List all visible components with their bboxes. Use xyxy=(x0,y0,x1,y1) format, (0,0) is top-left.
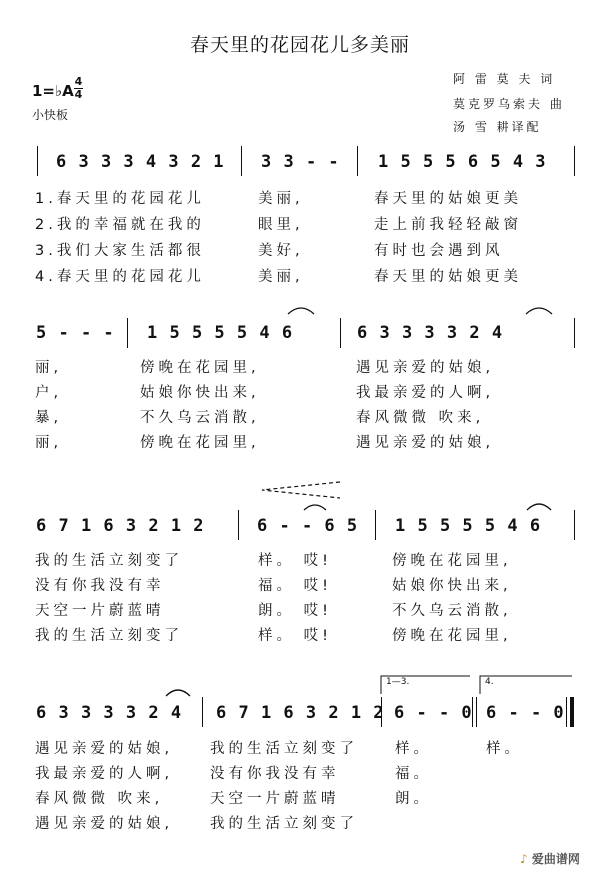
slur xyxy=(288,308,314,314)
lyric-line: 不久乌云消散, xyxy=(140,410,260,426)
measure-notes: 1 5 5 5 6 5 4 3 xyxy=(378,152,547,172)
repeat-barline xyxy=(476,697,477,727)
lyric-line: 傍晚在花园里, xyxy=(392,628,512,644)
final-barline-thin xyxy=(566,697,567,727)
measure-notes: 6 - - 6 5 xyxy=(257,516,359,536)
lyric-line: 丽, xyxy=(35,435,63,451)
lyric-line: 我的生活立刻变了 xyxy=(35,553,183,569)
lyric-line: 暴, xyxy=(35,410,63,426)
measure-notes: 1 5 5 5 5 4 6 xyxy=(395,516,542,536)
barline xyxy=(357,146,358,176)
slur xyxy=(526,308,552,314)
measure-notes: 6 7 1 6 3 2 1 2 xyxy=(216,703,385,723)
lyric-line: 福。 哎! xyxy=(258,578,332,594)
watermark-text: 爱曲谱网 xyxy=(531,852,580,866)
lyric-line: 我的生活立刻变了 xyxy=(210,816,358,832)
measure-notes: 3 3 - - xyxy=(261,152,340,172)
lyric-line: 我最亲爱的人啊, xyxy=(35,766,174,782)
measure-notes: 6 3 3 3 3 2 4 xyxy=(357,323,504,343)
lyric-line: 眼里, xyxy=(258,217,304,233)
barline xyxy=(238,510,239,540)
lyric-line: 2.我的幸福就在我的 xyxy=(35,217,205,233)
lyric-line: 样。 哎! xyxy=(258,553,332,569)
translator-credit: 汤 雪 耕译配 xyxy=(453,120,542,134)
lyric-line: 姑娘你快出来, xyxy=(140,385,260,401)
watermark-logo xyxy=(520,850,580,867)
lyric-line: 1.春天里的花园花儿 xyxy=(35,191,205,207)
measure-notes: 1 5 5 5 5 4 6 xyxy=(147,323,294,343)
barline xyxy=(202,697,203,727)
key-signature: 1=♭A xyxy=(32,82,74,100)
time-signature-top: 4 xyxy=(74,75,83,88)
decrescendo-hairpin xyxy=(262,482,340,498)
lyric-line: 春风微微 吹来, xyxy=(356,410,485,426)
lyric-line: 我的生活立刻变了 xyxy=(35,628,183,644)
lyric-line: 姑娘你快出来, xyxy=(392,578,512,594)
lyric-line: 丽, xyxy=(35,360,63,376)
measure-notes: 6 3 3 3 4 3 2 1 xyxy=(56,152,225,172)
lyric-line: 美好, xyxy=(258,243,304,259)
barline xyxy=(375,510,376,540)
slur xyxy=(304,505,326,510)
lyric-line: 不久乌云消散, xyxy=(392,603,512,619)
lyric-line: 福。 xyxy=(395,766,432,782)
volta-bracket-2 xyxy=(480,676,572,694)
measure-notes: 6 7 1 6 3 2 1 2 xyxy=(36,516,205,536)
lyric-line: 我的生活立刻变了 xyxy=(210,741,358,757)
slur xyxy=(166,690,190,696)
barline xyxy=(37,146,38,176)
measure-notes: 6 3 3 3 3 2 4 xyxy=(36,703,183,723)
slur-marks xyxy=(0,298,600,322)
lyric-line: 朗。 哎! xyxy=(258,603,332,619)
lyric-line: 走上前我轻轻敲窗 xyxy=(374,217,522,233)
lyric-line: 我最亲爱的人啊, xyxy=(356,385,495,401)
lyric-line: 遇见亲爱的姑娘, xyxy=(356,435,495,451)
composer-credit: 莫克罗乌索夫 曲 xyxy=(453,97,565,111)
slur xyxy=(527,504,551,510)
lyric-line: 4.春天里的花园花儿 xyxy=(35,269,205,285)
lyric-line: 样。 哎! xyxy=(258,628,332,644)
lyric-line: 天空一片蔚蓝晴 xyxy=(35,603,165,619)
time-signature-bottom: 4 xyxy=(74,88,83,101)
lyricist-credit: 阿 雷 莫 夫 词 xyxy=(453,72,556,86)
measure-notes: 6 - - 0 xyxy=(394,703,473,723)
barline xyxy=(127,318,128,348)
lyric-line: 天空一片蔚蓝晴 xyxy=(210,791,340,807)
barline xyxy=(574,146,575,176)
lyric-line: 春天里的姑娘更美 xyxy=(374,269,522,285)
lyric-line: 遇见亲爱的姑娘, xyxy=(35,816,174,832)
lyric-line: 户, xyxy=(35,385,63,401)
lyric-line: 傍晚在花园里, xyxy=(140,435,260,451)
lyric-line: 朗。 xyxy=(395,791,432,807)
lyric-line: 傍晚在花园里, xyxy=(392,553,512,569)
lyric-line: 美丽, xyxy=(258,191,304,207)
volta-label: 1—3. xyxy=(386,677,410,687)
lyric-line: 美丽, xyxy=(258,269,304,285)
barline xyxy=(574,510,575,540)
time-signature xyxy=(74,76,83,101)
barline xyxy=(241,146,242,176)
lyric-line: 春风微微 吹来, xyxy=(35,791,164,807)
measure-notes: 5 - - - xyxy=(36,323,115,343)
lyric-line: 春天里的姑娘更美 xyxy=(374,191,522,207)
measure-notes: 6 - - 0 xyxy=(486,703,565,723)
barline xyxy=(340,318,341,348)
lyric-line: 傍晚在花园里, xyxy=(140,360,260,376)
tempo-marking: 小快板 xyxy=(32,108,69,122)
lyric-line: 没有你我没有幸 xyxy=(35,578,165,594)
lyric-line: 没有你我没有幸 xyxy=(210,766,340,782)
lyric-line: 有时也会遇到风 xyxy=(374,243,504,259)
slur-and-volta-marks xyxy=(0,672,600,702)
watermark-icon: ♪ xyxy=(520,852,528,866)
lyric-line: 样。 xyxy=(486,741,523,757)
volta-label: 4. xyxy=(485,677,494,687)
song-title: 春天里的花园花儿多美丽 xyxy=(189,34,410,56)
dynamics-marks xyxy=(0,476,600,516)
lyric-line: 遇见亲爱的姑娘, xyxy=(356,360,495,376)
lyric-line: 遇见亲爱的姑娘, xyxy=(35,741,174,757)
final-barline-thick xyxy=(570,697,574,727)
lyric-line: 样。 xyxy=(395,741,432,757)
barline xyxy=(574,318,575,348)
lyric-line: 3.我们大家生活都很 xyxy=(35,243,205,259)
